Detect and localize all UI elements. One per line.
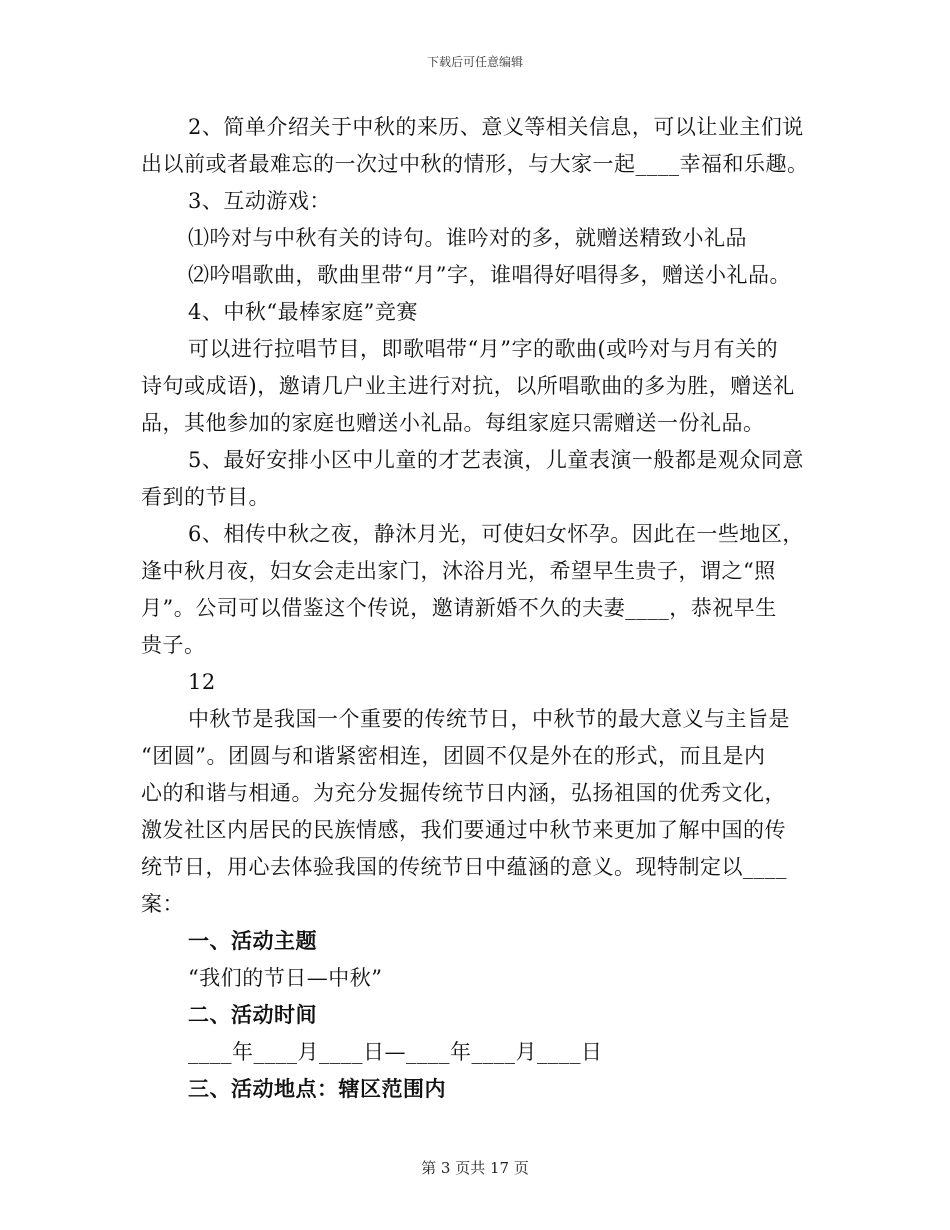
- text-line: 中秋节是我国一个重要的传统节日，中秋节的最大意义与主旨是: [188, 707, 790, 731]
- section-heading: 一、活动主题: [188, 928, 317, 953]
- text-line: 统节日，用心去体验我国的传统节日中蕴涵的意义。现特制定以____: [141, 855, 787, 879]
- text-line: 5、最好安排小区中儿童的才艺表演，儿童表演一般都是观众同意: [188, 448, 804, 472]
- text-line: 贵子。: [141, 633, 206, 657]
- text-line: 出以前或者最难忘的一次过中秋的情形，与大家一起____幸福和乐趣。: [141, 152, 809, 176]
- text-line: 2、简单介绍关于中秋的来历、意义等相关信息，可以让业主们说: [188, 115, 804, 139]
- text-line: 心的和谐与相通。为充分发掘传统节日内涵，弘扬祖国的优秀文化，: [141, 781, 786, 805]
- text-line: 看到的节目。: [141, 485, 270, 509]
- text-line: “我们的节日—中秋”: [188, 966, 383, 990]
- section-heading: 二、活动时间: [188, 1002, 317, 1027]
- page-footer: 第 3 页共 17 页: [421, 1159, 529, 1177]
- page-header: 下载后可任意编辑: [426, 55, 523, 69]
- text-line: 案：: [141, 892, 184, 916]
- text-line: ⑴吟对与中秋有关的诗句。谁吟对的多，就赠送精致小礼品: [188, 226, 747, 250]
- text-line: ⑵吟唱歌曲，歌曲里带“月”字，谁唱得好唱得多，赠送小礼品。: [188, 263, 791, 287]
- text-line: 品，其他参加的家庭也赠送小礼品。每组家庭只需赠送一份礼品。: [141, 411, 765, 435]
- text-line: 3、互动游戏：: [188, 189, 331, 213]
- text-line: ____年____月____日—____年____月____日: [188, 1040, 603, 1064]
- text-line: 逢中秋月夜，妇女会走出家门，沐浴月光，希望早生贵子，谓之“照: [141, 559, 776, 583]
- text-line: 诗句或成语)，邀请几户业主进行对抗，以所唱歌曲的多为胜，赠送礼: [141, 374, 795, 398]
- section-number: 12: [188, 670, 216, 694]
- text-line: “团圆”。团圆与和谐紧密相连，团圆不仅是外在的形式，而且是内: [141, 744, 766, 768]
- text-line: 月”。公司可以借鉴这个传说，邀请新婚不久的夫妻____，恭祝早生: [141, 596, 777, 620]
- text-line: 4、中秋“最棒家庭”竞赛: [188, 300, 418, 324]
- text-line: 6、相传中秋之夜，静沐月光，可使妇女怀孕。因此在一些地区，: [188, 522, 804, 546]
- text-line: 可以进行拉唱节目，即歌唱带“月”字的歌曲(或吟对与月有关的: [188, 337, 779, 361]
- text-line: 激发社区内居民的民族情感，我们要通过中秋节来更加了解中国的传: [141, 818, 786, 842]
- section-heading: 三、活动地点：辖区范围内: [188, 1076, 446, 1101]
